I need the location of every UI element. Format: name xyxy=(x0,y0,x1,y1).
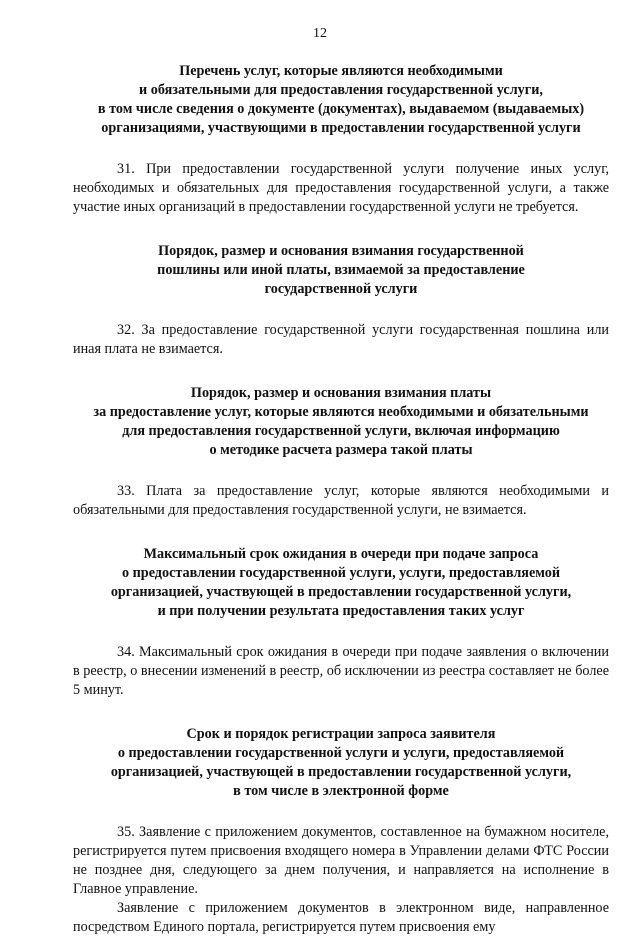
paragraph-32: 32. За предоставление государственной услуги государственная пошлина или иная плата не взимается. xyxy=(73,322,609,357)
document-body xyxy=(73,62,609,937)
heading-line: организациями, участвующими в предоставлении государственной услуги xyxy=(101,120,581,136)
paragraph-34: 34. Максимальный срок ожидания в очереди при подаче заявления о включении в реестр, о внесении изменений в реестр, об исключении из реестра составляет не более 5 минут. xyxy=(73,644,609,698)
section-heading-services-list xyxy=(73,62,609,138)
paragraph-35: 35. Заявление с приложением документов, составленное на бумажном носителе, регистрируется путем присвоения входящего номера в Управлении делами ФТС России не позднее дня, следующего за днем получения, и направляется на исполнение в Главное управление. xyxy=(73,824,609,897)
paragraph-33: 33. Плата за предоставление услуг, которые являются необходимыми и обязательными для предоставления государственной услуги, не взимается. xyxy=(73,483,609,518)
heading-line: в том числе в электронной форме xyxy=(233,783,449,799)
section-heading-registration xyxy=(73,725,609,801)
heading-line: Срок и порядок регистрации запроса заявителя xyxy=(186,726,496,742)
heading-line: о предоставлении государственной услуги и услуги, предоставляемой xyxy=(117,745,565,761)
heading-line: пошлины или иной платы, взимаемой за предоставление xyxy=(157,262,525,278)
heading-line: и обязательными для предоставления государственной услуги, xyxy=(139,82,543,98)
heading-line: организацией, участвующей в предоставлении государственной услуги, xyxy=(110,764,572,780)
paragraph-35-electronic: Заявление с приложением документов в электронном виде, направленное посредством Единого портала, регистрируется путем присвоения ему xyxy=(73,900,609,935)
heading-line: и при получении результата предоставления таких услуг xyxy=(157,603,525,619)
heading-line: Перечень услуг, которые являются необходимыми xyxy=(179,63,503,79)
heading-line: для предоставления государственной услуги, включая информацию xyxy=(122,423,560,439)
heading-line: Порядок, размер и основания взимания государственной xyxy=(158,243,524,259)
paragraph-31: 31. При предоставлении государственной услуги получение иных услуг, необходимых и обязательных для предоставления государственной услуги, а также участие иных организаций в предоставлении государственной услуги не требуется. xyxy=(73,161,609,215)
heading-line: в том числе сведения о документе (документах), выдаваемом (выдаваемых) xyxy=(97,101,585,117)
heading-line: о предоставлении государственной услуги, услуги, предоставляемой xyxy=(121,565,561,581)
page-number: 12 xyxy=(313,26,327,41)
heading-line: Порядок, размер и основания взимания платы xyxy=(190,385,492,401)
heading-line: за предоставление услуг, которые являются необходимыми и обязательными xyxy=(93,404,589,420)
heading-line: Максимальный срок ожидания в очереди при подаче запроса xyxy=(143,546,539,562)
section-heading-state-fee xyxy=(73,242,609,299)
heading-line: о методике расчета размера такой платы xyxy=(209,442,473,458)
heading-line: организацией, участвующей в предоставлении государственной услуги, xyxy=(110,584,572,600)
section-heading-fee-methodology xyxy=(73,384,609,460)
heading-line: государственной услуги xyxy=(264,281,418,297)
section-heading-queue-time xyxy=(73,545,609,621)
